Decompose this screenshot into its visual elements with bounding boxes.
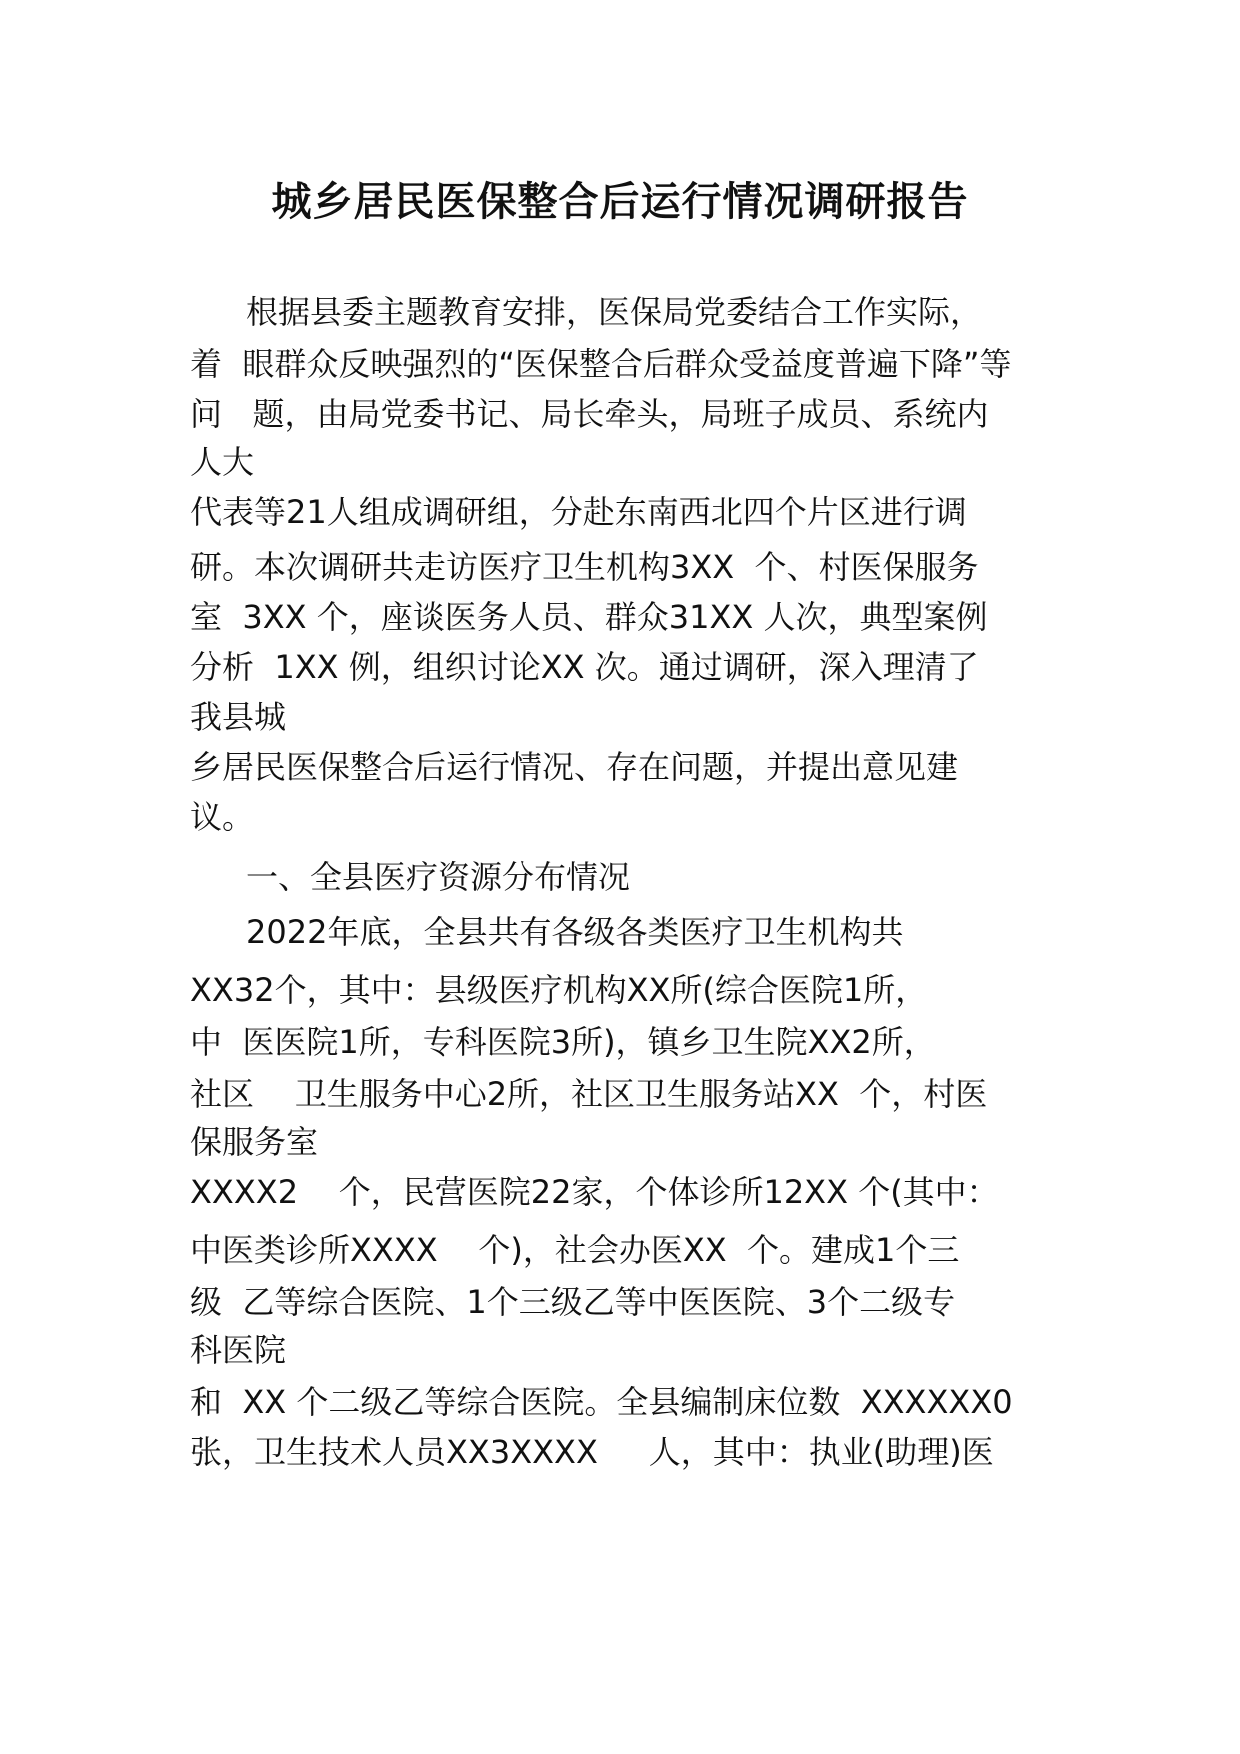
paragraph-line: 室 3XX 个，座谈医务人员、群众31XX 人次，典型案例: [190, 598, 988, 636]
paragraph-line: 着 眼群众反映强烈的“医保整合后群众受益度普遍下降”等: [190, 345, 1012, 383]
paragraph-line: 和 XX 个二级乙等综合医院。全县编制床位数 XXXXXX0: [190, 1383, 1013, 1421]
paragraph-line: 2022年底，全县共有各级各类医疗卫生机构共: [246, 913, 904, 951]
paragraph-line: 分析 1XX 例，组织讨论XX 次。通过调研，深入理清了: [190, 648, 979, 686]
section-heading: 一、全县医疗资源分布情况: [246, 858, 631, 896]
paragraph-line: 代表等21人组成调研组，分赴东南西北四个片区进行调: [190, 493, 967, 531]
paragraph-line: 问 题，由局党委书记、局长牵头，局班子成员、系统内: [190, 395, 989, 433]
page-title: 城乡居民医保整合后运行情况调研报告: [271, 179, 969, 225]
paragraph-line: 我县城: [190, 698, 287, 736]
paragraph-line: 中 医医院1所，专科医院3所)，镇乡卫生院XX2所，: [190, 1023, 936, 1061]
paragraph-line: 社区 卫生服务中心2所，社区卫生服务站XX 个，村医: [190, 1075, 988, 1113]
paragraph-line: 张，卫生技术人员XX3XXXX 人，其中：执业(助理)医: [190, 1433, 994, 1471]
paragraph-line: 级 乙等综合医院、1个三级乙等中医医院、3个二级专: [190, 1283, 956, 1321]
paragraph-line: 科医院: [190, 1331, 287, 1369]
paragraph-line: 研。本次调研共走访医疗卫生机构3XX 个、村医保服务: [190, 548, 979, 586]
paragraph-line: XX32个，其中：县级医疗机构XX所(综合医院1所，: [190, 971, 928, 1009]
paragraph-line: 乡居民医保整合后运行情况、存在问题，并提出意见建: [190, 748, 959, 786]
paragraph-line: 保服务室: [190, 1123, 319, 1161]
paragraph-line: 人大: [190, 443, 255, 481]
paragraph-line: 中医类诊所XXXX 个)，社会办医XX 个。建成1个三: [190, 1231, 960, 1269]
paragraph-line: 议。: [190, 798, 255, 836]
paragraph-line: XXXX2 个，民营医院22家，个体诊所12XX 个(其中：: [190, 1173, 999, 1211]
paragraph-line: 根据县委主题教育安排，医保局党委结合工作实际，: [246, 293, 983, 331]
